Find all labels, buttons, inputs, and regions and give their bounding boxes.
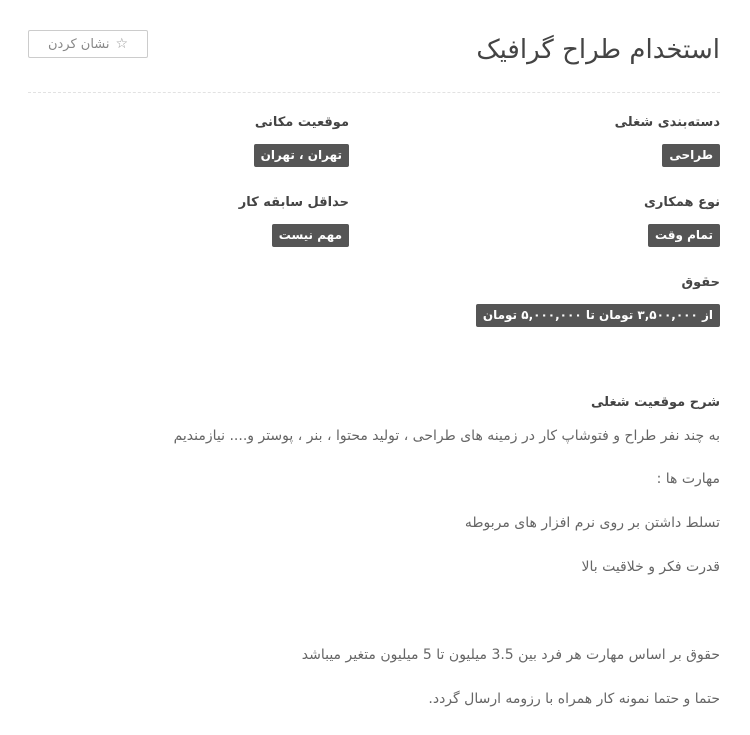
experience-label: حداقل سابقه کار: [238, 195, 349, 210]
description-line: به چند نفر طراح و فتوشاپ کار در زمینه های طراحی ، تولید محتوا ، بنر ، پوستر و.... نیازمندیم: [173, 428, 720, 444]
star-outline-icon: ☆: [115, 36, 129, 52]
bookmark-label: نشان کردن: [47, 36, 110, 52]
employment-type-badge: تمام وقت: [648, 224, 720, 247]
bookmark-button[interactable]: [28, 30, 148, 58]
description-line: حقوق بر اساس مهارت هر فرد بین 3.5 میلیون تا 5 میلیون متغیر میباشد: [301, 647, 720, 663]
description-line: مهارت ها :: [656, 471, 720, 487]
header-divider: [28, 92, 720, 93]
description-line: تسلط داشتن بر روی نرم افزار های مربوطه: [464, 515, 720, 531]
field-category: [615, 114, 720, 167]
experience-badge: مهم نیست: [272, 224, 349, 247]
employment-type-label: نوع همکاری: [643, 195, 720, 210]
field-experience: [239, 194, 349, 247]
description-heading: شرح موقعیت شغلی: [591, 395, 720, 410]
description-line: قدرت فکر و خلاقیت بالا: [581, 559, 720, 575]
field-employment-type: [644, 194, 720, 247]
field-location: [254, 114, 349, 167]
category-badge: طراحی: [662, 144, 720, 167]
salary-label: حقوق: [681, 275, 720, 290]
job-title: استخدام طراح گرافیک: [476, 35, 720, 65]
location-badge: تهران ، تهران: [254, 144, 349, 167]
salary-badge: از ۳,۵۰۰,۰۰۰ تومان تا ۵,۰۰۰,۰۰۰ تومان: [476, 304, 720, 327]
category-label: دسته‌بندی شغلی: [614, 115, 720, 130]
description-line: حتما و حتما نمونه کار همراه با رزومه ارسال گردد.: [428, 691, 720, 707]
location-label: موقعیت مکانی: [254, 115, 349, 130]
field-salary: [476, 274, 720, 327]
